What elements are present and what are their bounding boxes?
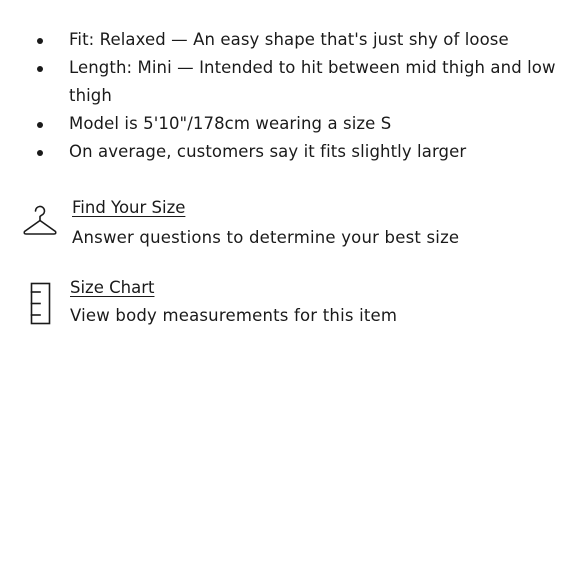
ruler-icon — [30, 282, 52, 330]
bullet-icon — [37, 66, 43, 72]
fit-detail-text: On average, customers say it fits slightly larger — [69, 142, 467, 161]
find-your-size-section — [0, 196, 580, 256]
bullet-icon — [37, 38, 43, 44]
fit-detail-item — [0, 26, 580, 54]
size-chart-section — [0, 276, 580, 336]
find-your-size-description: Answer questions to determine your best size — [72, 228, 460, 247]
fit-detail-text: Length: Mini — Intended to hit between mid thigh and low thigh — [69, 58, 556, 105]
find-your-size-link[interactable]: Find Your Size — [72, 198, 186, 217]
bullet-icon — [37, 150, 43, 156]
fit-detail-item — [0, 110, 580, 138]
size-chart-link[interactable]: Size Chart — [70, 278, 155, 297]
fit-detail-text: Model is 5'10"/178cm wearing a size S — [69, 114, 392, 133]
fit-detail-text: Fit: Relaxed — An easy shape that's just shy of loose — [69, 30, 509, 49]
fit-details-list — [0, 26, 580, 166]
hanger-icon — [22, 204, 58, 242]
bullet-icon — [37, 122, 43, 128]
fit-detail-item — [0, 54, 580, 110]
fit-detail-item — [0, 138, 580, 166]
size-chart-description: View body measurements for this item — [70, 306, 398, 325]
